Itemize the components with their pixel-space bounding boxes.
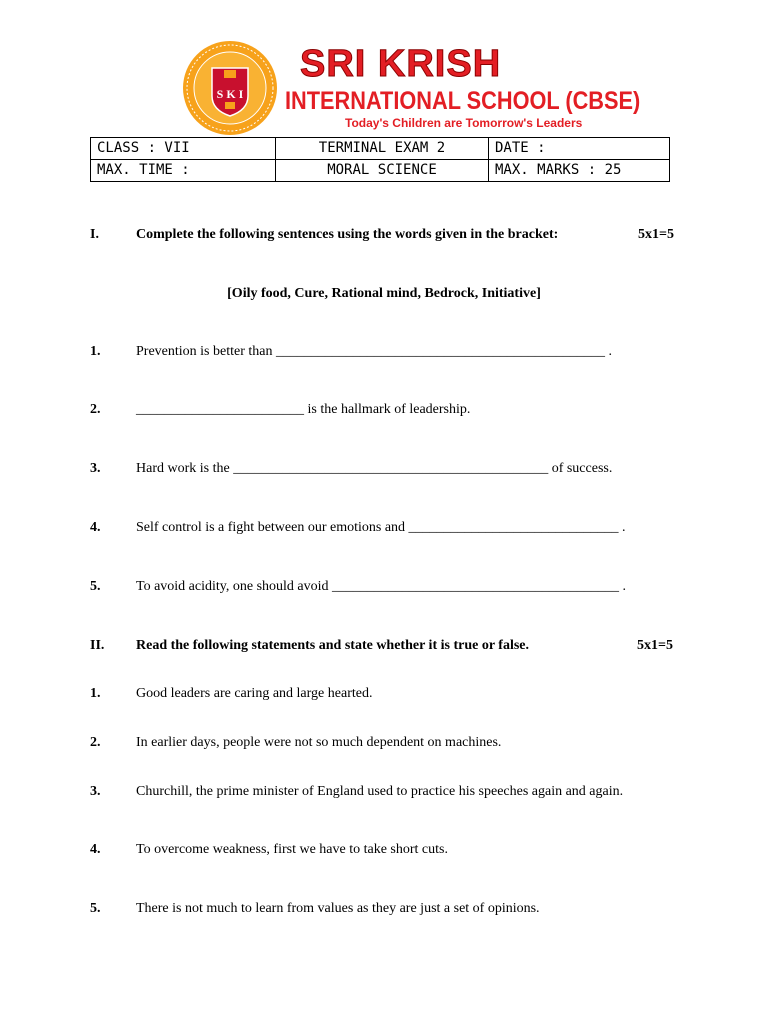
question-text: There is not much to learn from values as they are just a set of opinions. — [136, 901, 540, 916]
school-logo — [182, 40, 278, 136]
question-number: 3. — [90, 461, 101, 476]
question-text: Self control is a fight between our emotions and ______________________________ . — [136, 520, 626, 535]
exam-info-table — [90, 137, 670, 182]
school-seal-icon — [182, 40, 278, 136]
section-2-instruction: Read the following statements and state whether it is true or false. — [136, 638, 529, 653]
word-bank: [Oily food, Cure, Rational mind, Bedrock, Initiative] — [227, 286, 541, 301]
question-text: Churchill, the prime minister of England used to practice his speeches again and again. — [136, 784, 624, 799]
question-text: To overcome weakness, first we have to take short cuts. — [136, 842, 448, 857]
question-number: 2. — [90, 402, 101, 417]
question-number: 4. — [90, 520, 101, 535]
section-1-instruction: Complete the following sentences using the words given in the bracket: — [136, 227, 559, 242]
question-text: In earlier days, people were not so much dependent on machines. — [136, 735, 502, 750]
section-1-number: I. — [90, 227, 99, 242]
school-subtitle: INTERNATIONAL SCHOOL (CBSE) — [285, 87, 641, 115]
section-2-marks: 5x1=5 — [637, 638, 673, 653]
question-text: Prevention is better than _______________________________________________ . — [136, 344, 612, 359]
table-row — [91, 138, 670, 160]
max-marks-cell: MAX. MARKS : 25 — [489, 160, 670, 182]
question-text: To avoid acidity, one should avoid _________________________________________ . — [136, 579, 627, 594]
question-text: Good leaders are caring and large hearted. — [136, 686, 373, 701]
section-1-marks: 5x1=5 — [638, 227, 674, 242]
question-number: 5. — [90, 579, 101, 594]
question-number: 3. — [90, 784, 101, 799]
school-tagline: Today's Children are Tomorrow's Leaders — [345, 116, 583, 130]
class-cell: CLASS : VII — [91, 138, 276, 160]
question-number: 1. — [90, 344, 101, 359]
subject-cell: MORAL SCIENCE — [276, 160, 489, 182]
question-number: 2. — [90, 735, 101, 750]
question-number: 4. — [90, 842, 101, 857]
question-text: Hard work is the _____________________________________________ of success. — [136, 461, 613, 476]
school-name: SRI KRISH — [300, 43, 502, 85]
question-number: 1. — [90, 686, 101, 701]
section-2-number: II. — [90, 638, 105, 653]
table-row — [91, 160, 670, 182]
question-number: 5. — [90, 901, 101, 916]
exam-cell: TERMINAL EXAM 2 — [276, 138, 489, 160]
max-time-cell: MAX. TIME : — [91, 160, 276, 182]
question-text: ________________________ is the hallmark of leadership. — [136, 402, 471, 417]
logo-letters: S K I — [216, 87, 244, 101]
date-cell: DATE : — [489, 138, 670, 160]
